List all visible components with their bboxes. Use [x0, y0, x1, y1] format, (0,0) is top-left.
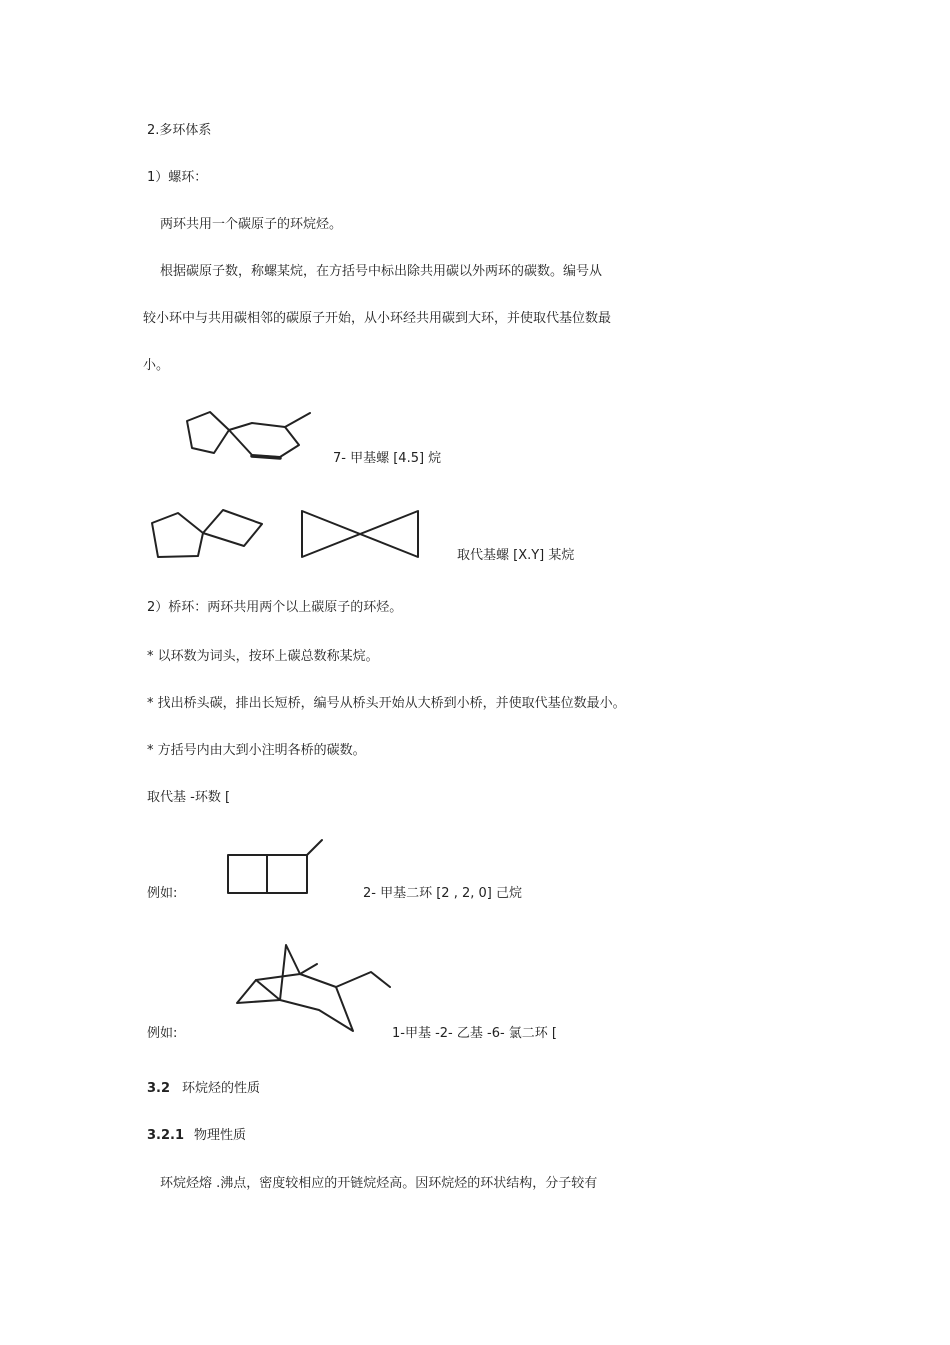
physical-properties-number: 3.2.1	[147, 1128, 185, 1143]
spiro-rule-line3: 小。	[143, 358, 170, 373]
methyl-bond	[300, 964, 317, 974]
physical-properties-heading	[147, 1128, 246, 1144]
ethyl-bonds	[336, 972, 390, 987]
cyclohexane-lower-bonds	[229, 427, 299, 457]
bridged-example1-prefix: 例如:	[147, 886, 178, 901]
spiro-example1-label: 7- 甲基螺 [4.5] 烷	[333, 451, 442, 466]
properties-heading-text: 环烷烃的性质	[182, 1081, 261, 1096]
cyclohexane-upper-bonds	[229, 413, 310, 430]
properties-heading-number: 3.2	[147, 1081, 171, 1096]
ring-bonds	[256, 974, 353, 1031]
bridged-example1-label: 2- 甲基二环 [2 , 2, 0] 己烷	[363, 886, 522, 901]
bowtie-outline	[302, 511, 418, 557]
spiro-pentane-butane-structure	[145, 505, 270, 565]
left-bridge	[237, 980, 280, 1003]
bridged-example2-label: 1-甲基 -2- 乙基 -6- 氯二环 [	[392, 1026, 558, 1041]
bridged-rule1: * 以环数为词头，按环上碳总数称某烷。	[147, 649, 379, 664]
spiro-methyl-decane-structure	[180, 405, 320, 465]
bridged-example2-prefix: 例如:	[147, 1026, 178, 1041]
methyl-bond	[307, 840, 322, 855]
bicycloheptane-structure	[233, 940, 393, 1035]
top-bridge	[280, 945, 300, 1000]
spiro-rule-line2: 较小环中与共用碳相邻的碳原子开始，从小环经共用碳到大环，并使取代基位数最	[143, 311, 612, 326]
spiro-heading: 1）螺环：	[147, 170, 208, 185]
cyclopentane-ring	[187, 412, 229, 453]
wedge-bond	[252, 456, 280, 458]
spiro-definition: 两环共用一个碳原子的环烷烃。	[160, 217, 343, 232]
spiro-rule-line1: 根据碳原子数，称螺某烷，在方括号中标出除共用碳以外两环的碳数。编号从	[160, 264, 603, 279]
bridged-rule3: * 方括号内由大到小注明各桥的碳数。	[147, 743, 366, 758]
bridged-heading: 2）桥环：两环共用两个以上碳原子的环烃。	[147, 600, 403, 615]
bridged-format: 取代基 -环数 [	[147, 790, 231, 805]
bowtie-spiro-structure	[298, 508, 423, 558]
physical-properties-text: 物理性质	[194, 1128, 247, 1143]
properties-heading	[147, 1081, 260, 1097]
bridged-rule2: * 找出桥头碳，排出长短桥，编号从桥头开始从大桥到小桥，并使取代基位数最小。	[147, 696, 626, 711]
properties-paragraph: 环烷烃熔 .沸点，密度较相应的开链烷烃高。因环烷烃的环状结构，分子较有	[160, 1176, 598, 1191]
spiro-example2-label: 取代基螺 [X.Y] 某烷	[457, 548, 575, 563]
bicyclohexane-structure	[225, 835, 325, 895]
cyclopentane-ring	[152, 513, 203, 557]
cyclobutane-ring	[203, 510, 262, 546]
section-title: 2.多环体系	[147, 123, 212, 138]
